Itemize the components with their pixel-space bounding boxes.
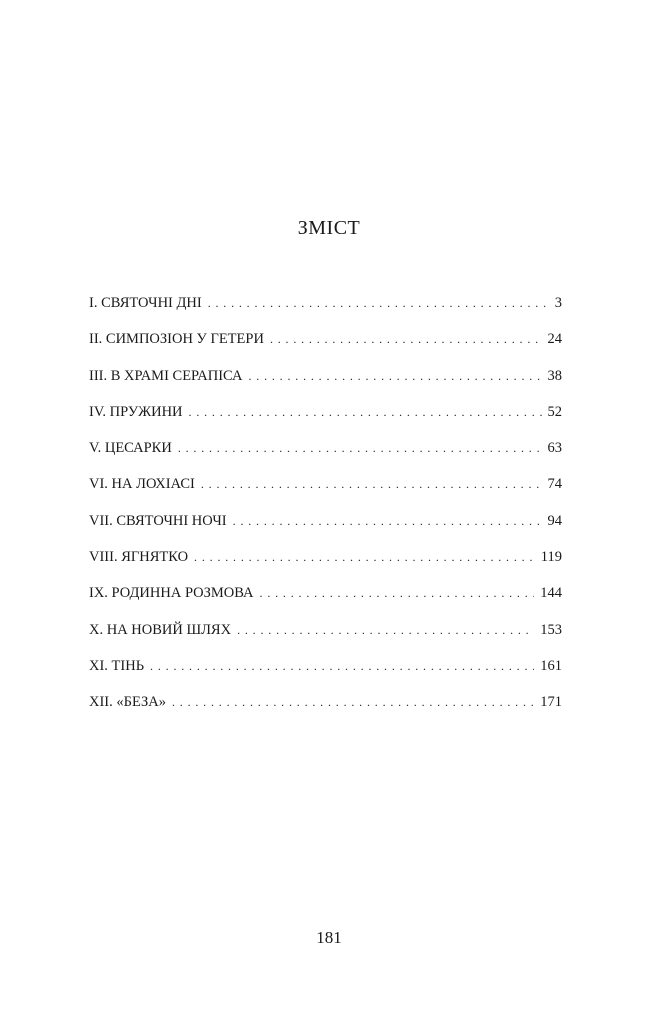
dot-leader: [237, 620, 534, 640]
dot-leader: [208, 293, 549, 313]
toc-entry: [89, 438, 562, 474]
toc-entry-title: IX. РОДИННА РОЗМОВА: [89, 585, 254, 602]
dot-leader: [194, 547, 535, 567]
page-number: 181: [316, 928, 342, 947]
toc-entry: [89, 511, 562, 547]
toc-entry: [89, 402, 562, 438]
toc-entry-title: VIII. ЯГНЯТКО: [89, 549, 189, 566]
dot-leader: [233, 511, 542, 531]
dot-leader: [189, 402, 542, 422]
toc-entry-title: X. НА НОВИЙ ШЛЯХ: [89, 621, 232, 638]
toc-entry-title: II. СИМПОЗІОН У ГЕТЕРИ: [89, 331, 264, 348]
toc-entry-page: 144: [540, 585, 562, 602]
toc-entry-title: III. В ХРАМІ СЕРАПІСА: [89, 367, 243, 384]
table-of-contents: [89, 293, 562, 729]
toc-entry-title: VII. СВЯТОЧНІ НОЧІ: [89, 512, 227, 529]
toc-entry-title: I. СВЯТОЧНІ ДНІ: [89, 295, 202, 311]
toc-entry-title: IV. ПРУЖИНИ: [89, 403, 183, 420]
dot-leader: [201, 474, 542, 494]
dot-leader: [260, 583, 535, 603]
toc-entry: [89, 329, 562, 365]
toc-entry-page: 119: [540, 549, 562, 566]
toc-entry-page: 94: [547, 512, 562, 529]
toc-entry-page: 52: [547, 403, 562, 420]
toc-entry-title: V. ЦЕСАРКИ: [89, 440, 172, 457]
toc-entry: [89, 293, 562, 329]
dot-leader: [270, 329, 542, 349]
toc-entry-page: 153: [540, 621, 562, 638]
toc-entry: [89, 620, 562, 656]
toc-entry-page: 171: [540, 694, 562, 711]
toc-entry: [89, 692, 562, 728]
toc-entry: [89, 656, 562, 692]
toc-entry-page: 161: [540, 657, 562, 674]
toc-entry: [89, 547, 562, 583]
toc-entry-title: VI. НА ЛОХІАСІ: [89, 476, 195, 493]
toc-entry-title: XI. ТІНЬ: [89, 657, 145, 674]
dot-leader: [248, 366, 541, 386]
toc-entry: [89, 366, 562, 402]
toc-entry-page: 24: [547, 331, 562, 348]
toc-entry: [89, 583, 562, 619]
dot-leader: [178, 438, 542, 458]
toc-entry-page: 74: [547, 476, 562, 493]
toc-entry-page: 63: [547, 440, 562, 457]
toc-entry-page: 38: [547, 367, 562, 384]
dot-leader: [150, 656, 534, 676]
dot-leader: [172, 692, 534, 712]
toc-entry-page: 3: [554, 295, 562, 311]
toc-entry-title: XII. «БЕЗА»: [89, 694, 166, 711]
toc-entry: [89, 474, 562, 510]
page-title: ЗМІСТ: [297, 217, 361, 239]
